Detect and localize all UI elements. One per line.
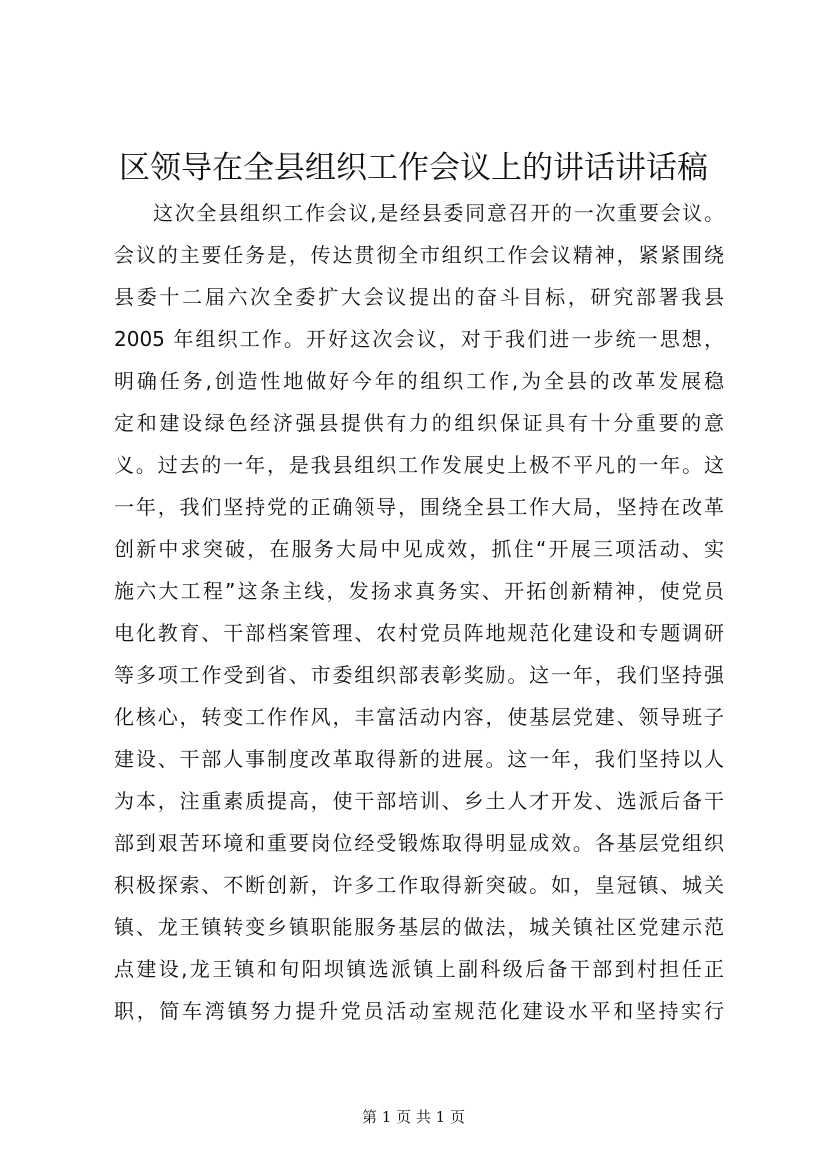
body-line: 建设、干部人事制度改革取得新的进展。这一年，我们坚持以人 [114, 747, 724, 771]
body-line: 定和建设绿色经济强县提供有力的组织保证具有十分重要的意 [114, 411, 724, 435]
body-line: 职，简车湾镇努力提升党员活动室规范化建设水平和坚持实行 [114, 999, 724, 1023]
body-line: 施六大工程”这条主线，发扬求真务实、开拓创新精神，使党员 [114, 579, 724, 603]
body-line: 镇、龙王镇转变乡镇职能服务基层的做法，城关镇社区党建示范 [114, 915, 724, 939]
body-line: 明确任务,创造性地做好今年的组织工作,为全县的改革发展稳 [114, 369, 724, 393]
page-number-footer: 第 1 页 共 1 页 [362, 1108, 465, 1126]
body-line: 点建设,龙王镇和旬阳坝镇选派镇上副科级后备干部到村担任正 [114, 957, 724, 981]
body-line: 电化教育、干部档案管理、农村党员阵地规范化建设和专题调研 [114, 621, 724, 645]
body-line: 部到艰苦环境和重要岗位经受锻炼取得明显成效。各基层党组织 [114, 831, 724, 855]
document-title: 区领导在全县组织工作会议上的讲话讲话稿 [119, 150, 708, 186]
body-line: 创新中求突破，在服务大局中见成效，抓住“开展三项活动、实 [114, 537, 724, 561]
body-line: 这次全县组织工作会议,是经县委同意召开的一次重要会议。 [153, 201, 724, 225]
body-line: 会议的主要任务是，传达贯彻全市组织工作会议精神，紧紧围绕 [114, 243, 724, 267]
body-line: 等多项工作受到省、市委组织部表彰奖励。这一年，我们坚持强 [114, 663, 724, 687]
body-line: 2005 年组织工作。开好这次会议，对于我们进一步统一思想， [114, 327, 724, 351]
body-line: 为本，注重素质提高，使干部培训、乡土人才开发、选派后备干 [114, 789, 724, 813]
body-line: 积极探索、不断创新，许多工作取得新突破。如，皇冠镇、城关 [114, 873, 724, 897]
body-line: 一年，我们坚持党的正确领导，围绕全县工作大局，坚持在改革 [114, 495, 724, 519]
body-line: 县委十二届六次全委扩大会议提出的奋斗目标，研究部署我县 [114, 285, 724, 309]
body-line: 化核心，转变工作作风，丰富活动内容，使基层党建、领导班子 [114, 705, 724, 729]
body-line: 义。过去的一年，是我县组织工作发展史上极不平凡的一年。这 [114, 453, 724, 477]
